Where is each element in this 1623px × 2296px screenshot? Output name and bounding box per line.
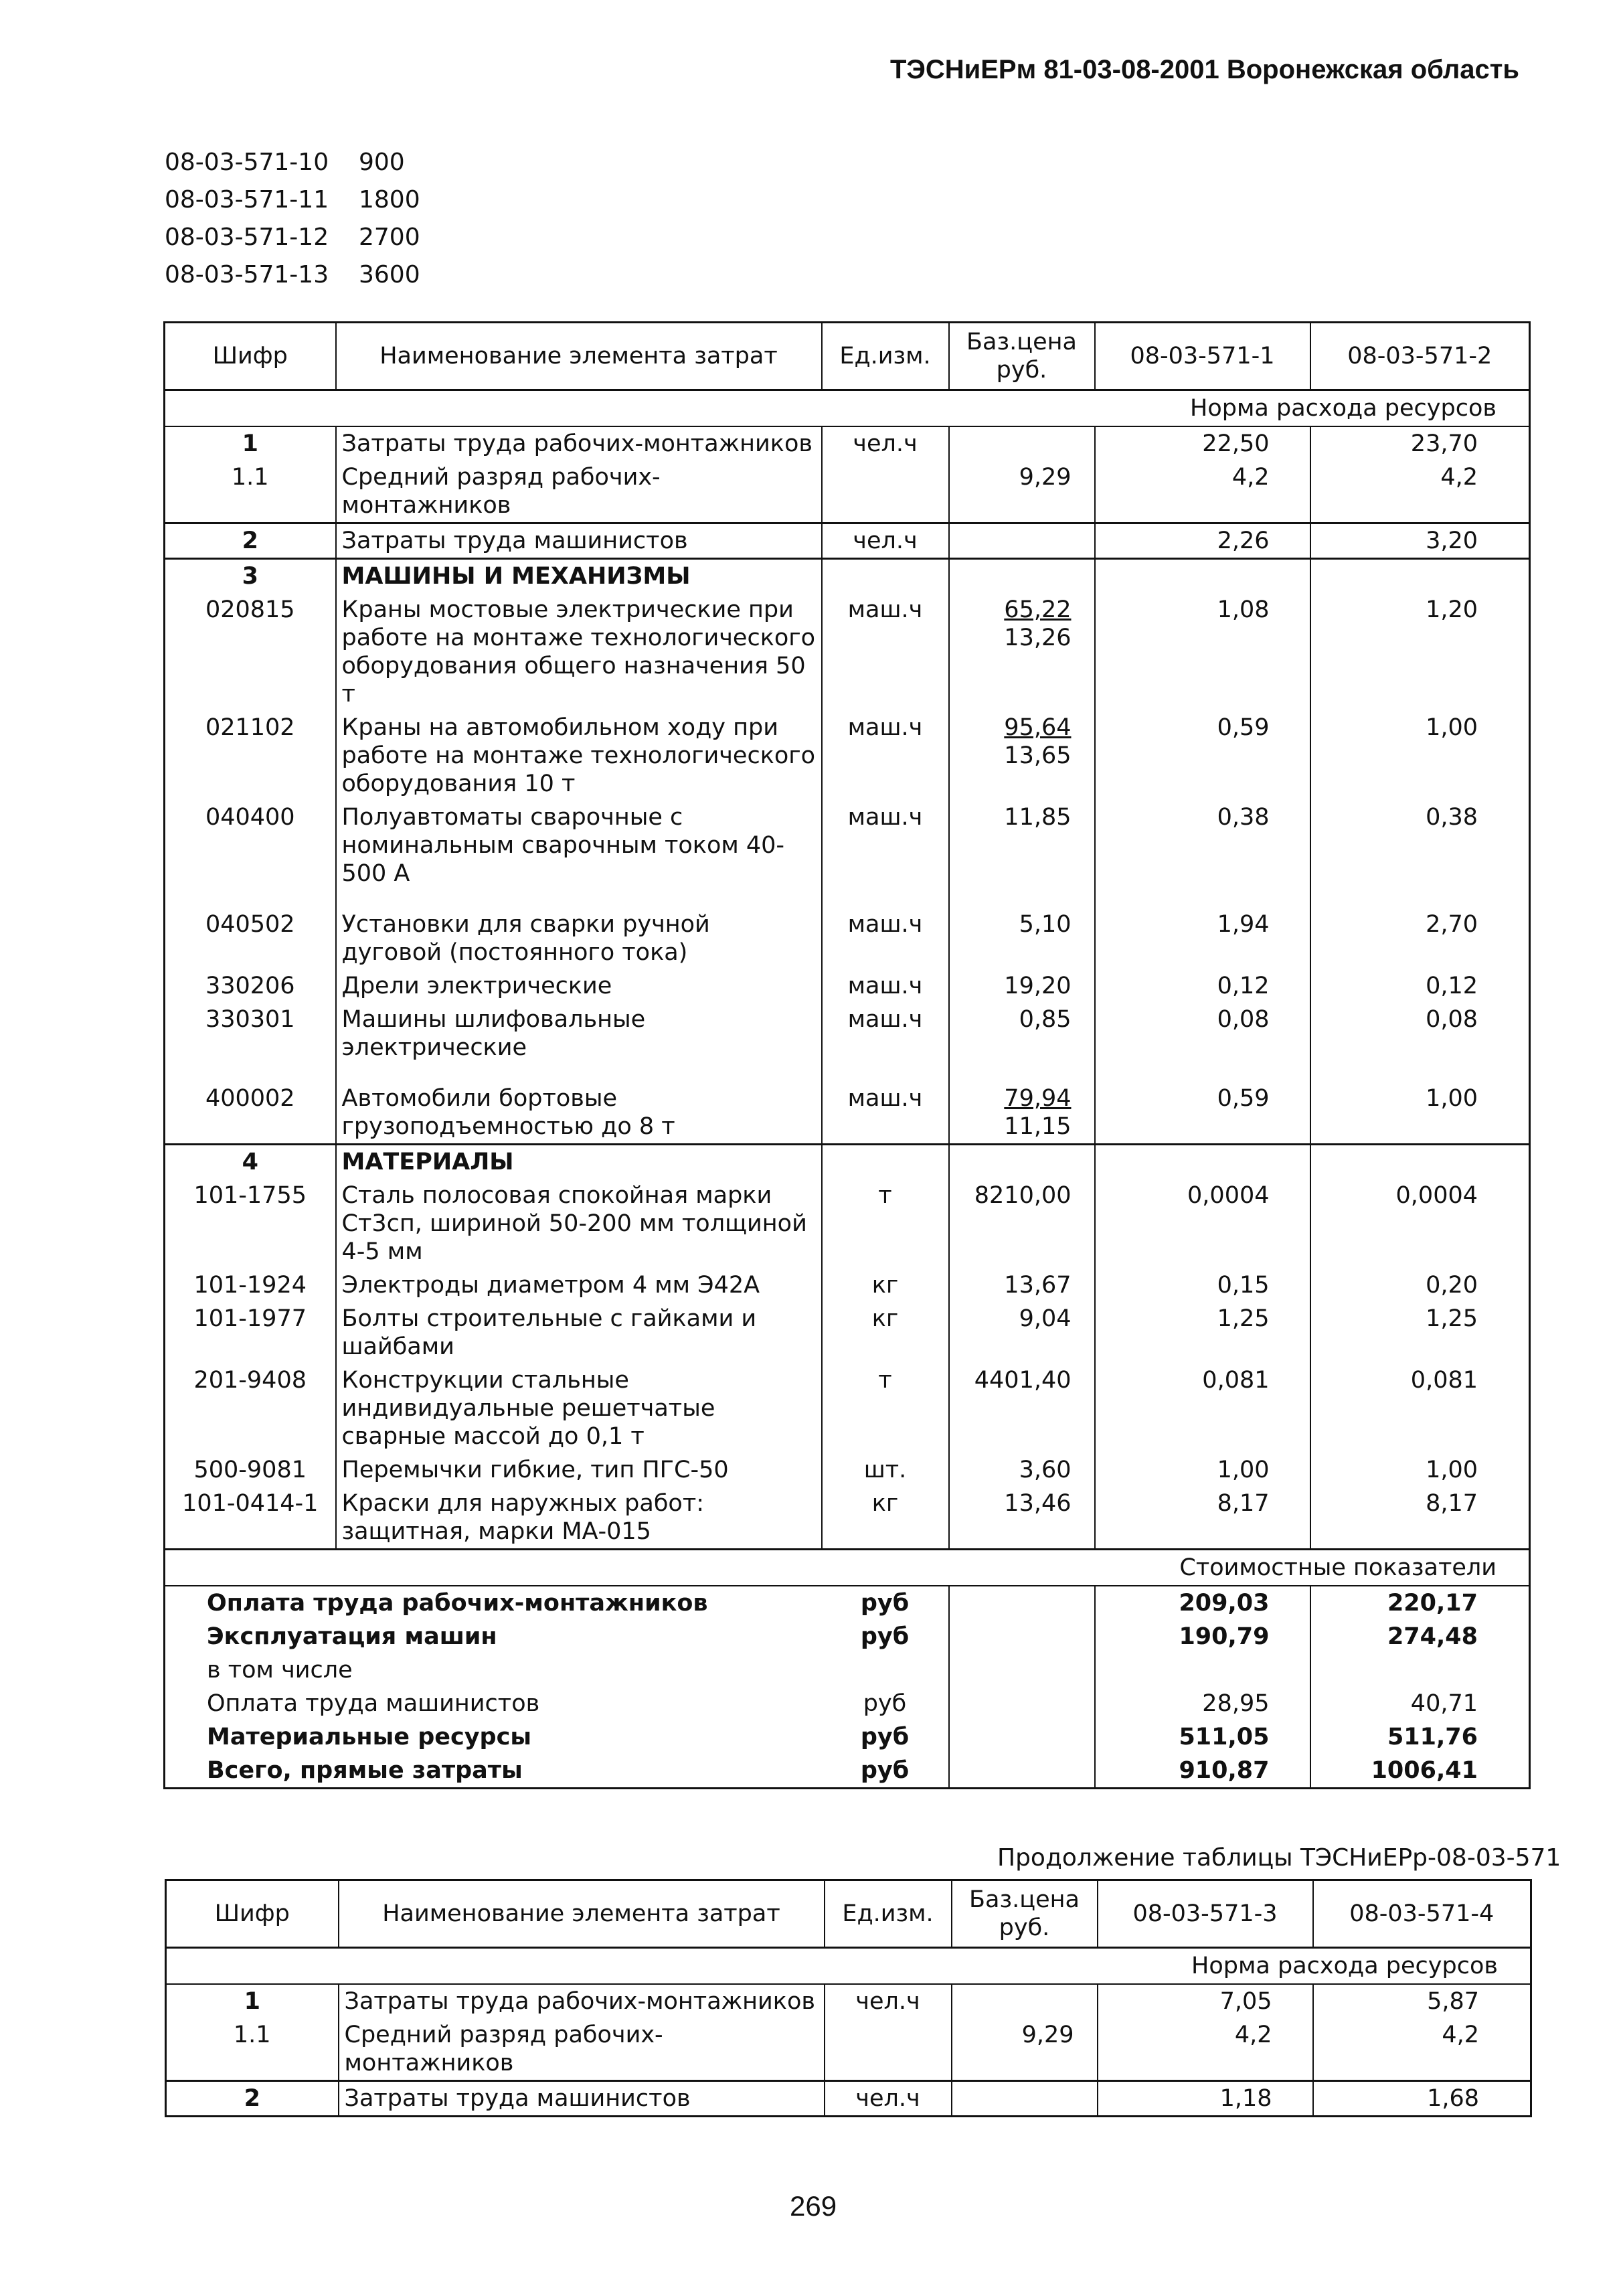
row-unit: маш.ч	[822, 593, 949, 711]
row-code: 1	[165, 426, 336, 461]
row-name: Машины шлифовальные электрические	[336, 1003, 822, 1082]
row-price	[949, 1487, 1095, 1550]
row-name: Полуавтоматы сварочные с номинальным сварочным током 40-500 А	[336, 801, 822, 908]
row-price	[949, 593, 1095, 711]
code-row	[165, 144, 420, 181]
row-value-2: 0,38	[1426, 804, 1478, 831]
row-price	[952, 2081, 1098, 2117]
row-value-2: 1,68	[1313, 2081, 1531, 2117]
header-cipher: Шифр	[165, 323, 336, 390]
total-value-1: 209,03	[1095, 1586, 1310, 1620]
total-value-1	[1095, 1653, 1310, 1687]
row-name: Автомобили бортовые грузоподъемностью до 8 т	[336, 1082, 822, 1145]
row-name: Электроды диаметром 4 мм Э42А	[336, 1268, 822, 1302]
resource-table-1	[163, 321, 1531, 1789]
total-price-empty	[949, 1720, 1095, 1754]
row-unit: чел.ч	[822, 523, 949, 559]
header-unit: Ед.изм.	[825, 1880, 952, 1948]
row-price	[949, 1179, 1095, 1268]
header-price: Баз.цена руб.	[949, 323, 1095, 390]
row-value-1: 0,59	[1095, 711, 1310, 801]
code: 08-03-571-13	[165, 261, 329, 289]
row-value-1: 0,12	[1095, 969, 1310, 1003]
price-wage-value: 11,15	[1004, 1113, 1072, 1140]
price-value: 9,29	[1021, 2022, 1074, 2048]
total-unit: руб	[822, 1754, 949, 1789]
total-price-empty	[949, 1586, 1095, 1620]
row-code: 040502	[165, 908, 336, 969]
row-value-1: 2,26	[1095, 523, 1310, 559]
row-value-2: 8,17	[1426, 1490, 1478, 1517]
row-code: 1.1	[166, 2018, 339, 2081]
row-value-2: 1,00	[1426, 714, 1478, 741]
row-code: 4	[165, 1145, 336, 1179]
code: 08-03-571-10	[165, 149, 329, 176]
row-unit: чел.ч	[825, 2081, 952, 2117]
total-unit: руб	[822, 1687, 949, 1720]
code-value: 2700	[359, 224, 420, 251]
cost-label: Стоимостные показатели	[165, 1550, 1530, 1586]
row-unit: маш.ч	[822, 711, 949, 801]
row-value-1: 7,05	[1098, 1984, 1313, 2018]
row-unit: кг	[822, 1302, 949, 1364]
price-value: 95,64	[1004, 714, 1072, 741]
row-unit	[822, 559, 949, 594]
row-unit: кг	[822, 1487, 949, 1550]
row-value-2: 0,12	[1426, 973, 1478, 999]
row-code: 101-1755	[165, 1179, 336, 1268]
row-unit: шт.	[822, 1453, 949, 1487]
table-row	[166, 2081, 1531, 2117]
row-unit: маш.ч	[822, 908, 949, 969]
price-value: 13,46	[1004, 1490, 1072, 1517]
total-value-2: 220,17	[1387, 1590, 1478, 1617]
row-value-2: 1,25	[1426, 1305, 1478, 1332]
code-row	[165, 256, 420, 294]
total-label: Эксплуатация машин	[207, 1623, 497, 1650]
total-row	[165, 1653, 1530, 1687]
row-value-1: 0,08	[1095, 1003, 1310, 1082]
row-value-2: 4,2	[1442, 2022, 1479, 2048]
table-row	[166, 1984, 1531, 2018]
row-value-2: 1,20	[1426, 596, 1478, 623]
row-code: 2	[166, 2081, 339, 2117]
row-code: 021102	[165, 711, 336, 801]
header-unit: Ед.изм.	[822, 323, 949, 390]
total-price-empty	[949, 1754, 1095, 1789]
total-label: Оплата труда рабочих-монтажников	[207, 1590, 708, 1617]
row-value-1: 0,0004	[1095, 1179, 1310, 1268]
row-value-2	[1310, 1145, 1530, 1179]
header-col-2: 08-03-571-2	[1310, 323, 1530, 390]
row-unit: маш.ч	[822, 801, 949, 908]
total-value-2: 274,48	[1387, 1623, 1478, 1650]
row-name: МАТЕРИАЛЫ	[336, 1145, 822, 1179]
table-row	[165, 908, 1530, 969]
table-row	[165, 801, 1530, 908]
row-price	[949, 969, 1095, 1003]
total-value-1: 190,79	[1095, 1620, 1310, 1653]
total-row	[165, 1687, 1530, 1720]
norm-label: Норма расхода ресурсов	[166, 1948, 1531, 1985]
code-value: 1800	[359, 186, 420, 214]
row-code: 201-9408	[165, 1364, 336, 1453]
row-value-2: 0,20	[1426, 1272, 1478, 1299]
total-price-empty	[949, 1620, 1095, 1653]
total-unit: руб	[822, 1620, 949, 1653]
price-value: 0,85	[1019, 1006, 1072, 1033]
row-code: 040400	[165, 801, 336, 908]
total-row	[165, 1754, 1530, 1789]
row-price	[949, 908, 1095, 969]
document-header: ТЭСНиЕРм 81-03-08-2001 Воронежская область	[890, 55, 1519, 84]
code-row	[165, 219, 420, 256]
total-price-empty	[949, 1653, 1095, 1687]
row-price	[949, 1003, 1095, 1082]
row-name: Средний разряд рабочих-монтажников	[339, 2018, 825, 2081]
row-price	[952, 2018, 1098, 2081]
row-name: Конструкции стальные индивидуальные решетчатые сварные массой до 0,1 т	[336, 1364, 822, 1453]
price-value: 13,67	[1004, 1272, 1072, 1299]
price-value: 5,10	[1019, 911, 1072, 938]
row-price	[949, 1302, 1095, 1364]
row-code: 1.1	[165, 461, 336, 523]
row-price	[949, 426, 1095, 461]
table-row	[165, 461, 1530, 523]
row-value-2: 4,2	[1440, 464, 1478, 491]
total-unit: руб	[822, 1720, 949, 1754]
row-code: 101-0414-1	[165, 1487, 336, 1550]
table-header-row	[166, 1880, 1531, 1948]
row-name: Средний разряд рабочих-монтажников	[336, 461, 822, 523]
row-code: 3	[165, 559, 336, 594]
row-name: МАШИНЫ И МЕХАНИЗМЫ	[336, 559, 822, 594]
row-unit: маш.ч	[822, 969, 949, 1003]
price-value: 9,29	[1019, 464, 1072, 491]
norm-label-row	[166, 1948, 1531, 1985]
row-name: Затраты труда машинистов	[336, 523, 822, 559]
total-row	[165, 1720, 1530, 1754]
total-label: Материальные ресурсы	[207, 1724, 531, 1750]
table-row	[165, 1364, 1530, 1453]
row-value-1: 1,25	[1095, 1302, 1310, 1364]
row-code: 101-1924	[165, 1268, 336, 1302]
row-price	[949, 801, 1095, 908]
row-value-1: 4,2	[1098, 2018, 1313, 2081]
total-value-2: 40,71	[1410, 1690, 1478, 1717]
row-value-2: 0,081	[1410, 1367, 1478, 1394]
row-value-1: 0,081	[1095, 1364, 1310, 1453]
code-value: 3600	[359, 261, 420, 289]
header-col-1: 08-03-571-1	[1095, 323, 1310, 390]
total-row	[165, 1586, 1530, 1620]
row-code: 101-1977	[165, 1302, 336, 1364]
row-price	[949, 1268, 1095, 1302]
total-value-1: 511,05	[1095, 1720, 1310, 1754]
row-value-1: 1,18	[1098, 2081, 1313, 2117]
table-row	[165, 559, 1530, 594]
row-name: Затраты труда машинистов	[339, 2081, 825, 2117]
code: 08-03-571-12	[165, 224, 329, 251]
table-row	[165, 711, 1530, 801]
row-code: 400002	[165, 1082, 336, 1145]
row-price	[949, 559, 1095, 594]
row-value-2: 2,70	[1426, 911, 1478, 938]
header-name: Наименование элемента затрат	[339, 1880, 825, 1948]
table-row	[165, 1145, 1530, 1179]
price-value: 3,60	[1019, 1457, 1072, 1483]
row-value-2: 0,08	[1426, 1006, 1478, 1033]
code-list	[165, 144, 420, 294]
code-value: 900	[359, 149, 405, 176]
row-unit: чел.ч	[822, 426, 949, 461]
row-value-1: 0,15	[1095, 1268, 1310, 1302]
price-value: 65,22	[1004, 596, 1072, 623]
total-value-1: 910,87	[1095, 1754, 1310, 1789]
row-code: 330206	[165, 969, 336, 1003]
row-value-2: 1,00	[1426, 1457, 1478, 1483]
row-code: 020815	[165, 593, 336, 711]
table-row	[165, 1003, 1530, 1082]
row-name: Краны мостовые электрические при работе на монтаже технологического оборудования общего назначения 50 т	[336, 593, 822, 711]
continuation-caption: Продолжение таблицы ТЭСНиЕРр-08-03-571	[997, 1844, 1561, 1872]
row-value-2: 1,00	[1426, 1085, 1478, 1112]
row-price	[949, 711, 1095, 801]
row-unit	[825, 2018, 952, 2081]
row-unit	[822, 461, 949, 523]
row-price	[949, 1145, 1095, 1179]
header-col-4: 08-03-571-4	[1313, 1880, 1531, 1948]
price-value: 19,20	[1004, 973, 1072, 999]
norm-label: Норма расхода ресурсов	[165, 390, 1530, 427]
row-value-1: 22,50	[1095, 426, 1310, 461]
row-unit: чел.ч	[825, 1984, 952, 2018]
table-row	[165, 426, 1530, 461]
row-price	[949, 1364, 1095, 1453]
row-value-2: 23,70	[1410, 430, 1478, 457]
row-name: Краски для наружных работ: защитная, марки МА-015	[336, 1487, 822, 1550]
total-value-2: 511,76	[1387, 1724, 1478, 1750]
row-value-1: 1,94	[1095, 908, 1310, 969]
row-name: Затраты труда рабочих-монтажников	[336, 426, 822, 461]
table-row	[165, 1179, 1530, 1268]
row-code: 1	[166, 1984, 339, 2018]
row-unit: т	[822, 1179, 949, 1268]
row-name: Болты строительные с гайками и шайбами	[336, 1302, 822, 1364]
row-value-2: 0,0004	[1395, 1182, 1478, 1209]
row-name: Краны на автомобильном ходу при работе на монтаже технологического оборудования 10 т	[336, 711, 822, 801]
row-name: Сталь полосовая спокойная марки Ст3сп, шириной 50-200 мм толщиной 4-5 мм	[336, 1179, 822, 1268]
header-price: Баз.цена руб.	[952, 1880, 1098, 1948]
price-wage-value: 13,26	[1004, 625, 1072, 651]
total-value-2	[1310, 1653, 1530, 1687]
price-value: 8210,00	[974, 1182, 1072, 1209]
price-value: 11,85	[1004, 804, 1072, 831]
table-row	[165, 523, 1530, 559]
total-price-empty	[949, 1687, 1095, 1720]
cost-label-row	[165, 1550, 1530, 1586]
total-label: Оплата труда машинистов	[207, 1690, 540, 1717]
table-row	[165, 1082, 1530, 1145]
row-code: 330301	[165, 1003, 336, 1082]
page-number: 269	[790, 2190, 837, 2222]
row-value-1: 1,08	[1095, 593, 1310, 711]
row-unit: т	[822, 1364, 949, 1453]
price-value: 79,94	[1004, 1085, 1072, 1112]
table-row	[165, 593, 1530, 711]
price-value: 4401,40	[974, 1367, 1072, 1394]
row-unit: маш.ч	[822, 1082, 949, 1145]
row-unit: маш.ч	[822, 1003, 949, 1082]
row-name: Перемычки гибкие, тип ПГС-50	[336, 1453, 822, 1487]
row-value-1: 0,59	[1095, 1082, 1310, 1145]
row-name: Дрели электрические	[336, 969, 822, 1003]
total-unit: руб	[822, 1586, 949, 1620]
table-header-row	[165, 323, 1530, 390]
total-value-1: 28,95	[1095, 1687, 1310, 1720]
total-unit	[822, 1653, 949, 1687]
row-code: 2	[165, 523, 336, 559]
table-row	[165, 1487, 1530, 1550]
row-code: 500-9081	[165, 1453, 336, 1487]
price-wage-value: 13,65	[1004, 742, 1072, 769]
code: 08-03-571-11	[165, 186, 329, 214]
row-unit: кг	[822, 1268, 949, 1302]
norm-label-row	[165, 390, 1530, 427]
table-row	[166, 2018, 1531, 2081]
row-value-1: 4,2	[1095, 461, 1310, 523]
row-value-1: 0,38	[1095, 801, 1310, 908]
row-price	[952, 1984, 1098, 2018]
table-row	[165, 1453, 1530, 1487]
total-value-2: 1006,41	[1371, 1757, 1478, 1784]
row-price	[949, 523, 1095, 559]
row-price	[949, 1453, 1095, 1487]
code-row	[165, 181, 420, 219]
row-value-1	[1095, 559, 1310, 594]
table-row	[165, 1268, 1530, 1302]
row-name: Затраты труда рабочих-монтажников	[339, 1984, 825, 2018]
row-value-2: 3,20	[1310, 523, 1530, 559]
row-name: Установки для сварки ручной дуговой (постоянного тока)	[336, 908, 822, 969]
resource-table-2	[165, 1879, 1532, 2117]
price-value: 9,04	[1019, 1305, 1072, 1332]
header-name: Наименование элемента затрат	[336, 323, 822, 390]
header-cipher: Шифр	[166, 1880, 339, 1948]
row-value-1: 8,17	[1095, 1487, 1310, 1550]
table-row	[165, 969, 1530, 1003]
header-col-3: 08-03-571-3	[1098, 1880, 1313, 1948]
total-label: Всего, прямые затраты	[207, 1757, 523, 1784]
total-row	[165, 1620, 1530, 1653]
row-value-2: 5,87	[1427, 1988, 1479, 2015]
table-row	[165, 1302, 1530, 1364]
row-unit	[822, 1145, 949, 1179]
row-value-2	[1310, 559, 1530, 594]
row-price	[949, 1082, 1095, 1145]
total-label: в том числе	[207, 1657, 353, 1684]
row-value-1: 1,00	[1095, 1453, 1310, 1487]
row-price	[949, 461, 1095, 523]
row-value-1	[1095, 1145, 1310, 1179]
